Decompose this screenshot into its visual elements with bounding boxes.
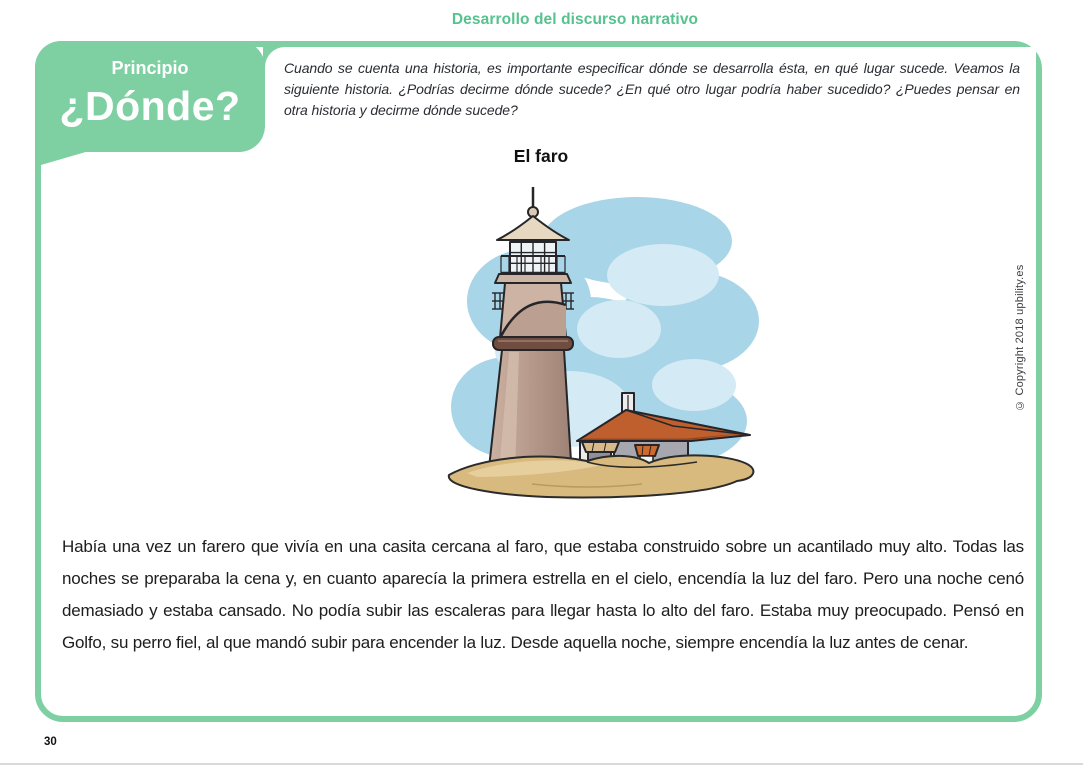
page-title: Desarrollo del discurso narrativo (451, 11, 699, 28)
copyright-text: © Copyright 2018 upbility.es (1014, 264, 1026, 411)
story-text: Había una vez un farero que vivía en una casita cercana al faro, que estaba construido sobre un acantilado muy alto. Todas las noches se preparaba la cena y, en cuanto aparecía la primera estrella en el cielo, encendía la luz del faro. Pero una noche cenó demasiado y estaba cansado. No podía subir las escaleras para llegar hasta lo alto del faro. Estaba muy preocupado. Pensó en Golfo, su perro fiel, al que mandó subir para encender la luz. Desde aquella noche, siempre encendía la luz antes de cenar. (62, 537, 1024, 652)
sand (449, 455, 754, 497)
lighthouse-illustration-svg (437, 179, 771, 501)
story-title: El faro (513, 146, 569, 166)
instruction-text: Cuando se cuenta una historia, es importante especificar dónde se desarrolla ésta, en qué lugar sucede. Veamos la siguiente historia. ¿Podrías decirme dónde sucede? ¿En qué otro lugar podría haber sucedido? ¿Puedes pensar en otra historia y decirme dónde sucede? (284, 60, 1020, 118)
principio-box (35, 41, 265, 152)
principio-question: ¿Dónde? (59, 83, 241, 129)
page-number: 30 (44, 736, 57, 748)
lighthouse-illustration (437, 179, 771, 501)
page-bottom-edge (0, 763, 1083, 765)
principio-label: Principio (111, 58, 189, 78)
